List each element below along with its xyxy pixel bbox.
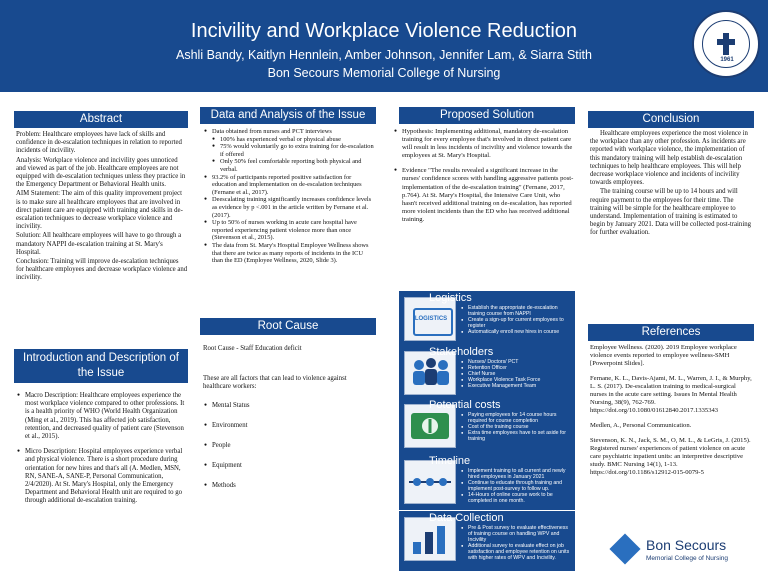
- panel-stakeholders: [399, 345, 575, 401]
- conclusion-para: Healthcare employees experience the most violence in the workplace than any other profession. As incidents are reported with workplace violence, the implementation of this mandatory training will help establish de-escalation techniques to help healthcare employees. This will help decrease workplace violence and incidents of incivility towards employees.: [590, 130, 748, 187]
- panel-item: ● Executive Management Team: [461, 383, 573, 389]
- panel-title: Timeline: [429, 455, 471, 467]
- abstract-analysis: Analysis: Workplace violence and incivility goes unnoticed and viewed as part of the job. Healthcare employees are not equipped with de-escalation techniques unless they practice in the Emergency Department or Behavioral Health units.: [16, 156, 186, 189]
- panel-item: ● 14-Hours of online course work to be completed in one month.: [461, 492, 573, 504]
- panel-item: ● Extra time employees have to set aside for training: [461, 430, 573, 442]
- proposed-body: [393, 128, 575, 224]
- dollar-icon: [405, 405, 455, 447]
- intro-body: [16, 392, 188, 506]
- intro-heading: Introduction and Description of the Issue: [14, 349, 188, 383]
- people-icon: [405, 352, 455, 394]
- proposed-heading: Proposed Solution: [399, 107, 575, 124]
- panel-item: ● Retention Officer: [461, 365, 573, 371]
- intro-micro: ● Micro Description: Hospital employees experience verbal and physical violence. There is a short procedure during orientation for new hires and that's all (A. Medlen, MSN, RN, SANE-A, SANE-P, Personal Communication, 2/4/2020). At St. Mary's Hospital, only the Emergency Department and Behavioral Health unit are required to go through additional de-escalation training.: [16, 448, 188, 505]
- abstract-body: [16, 131, 188, 284]
- panel-item: ● Cost of the training course: [461, 424, 573, 430]
- panel-data-collection: [399, 511, 575, 571]
- bon-secours-logo: [614, 534, 744, 570]
- panel-item: ● Additional survey to evaluate effect on job satisfaction and employee retention on units with higher rates of WPV and Incivility.: [461, 543, 573, 561]
- abstract-problem: Problem: Healthcare employees have lack of skills and confidence in de-escalation techniques in relation to reported incidents of incivility.: [16, 131, 182, 155]
- proposed-evidence: ● Evidence "The results revealed a significant increase in the nurses' confidence scores with handling aggressive patients post-implementation of the de-escalation training" (Fernane, 2017, p.764). At St. Mary's Hospital, the Intensive Care Unit, who hasn't received additional training on de-escalation, has reported more violent incidents than the ED who has received additional training.: [393, 167, 575, 224]
- panel-item: ● Nurses/ Doctors/ PCT: [461, 359, 573, 365]
- panel-item: ● Workplace Violence Task Force: [461, 377, 573, 383]
- root-cause-body: [203, 345, 375, 503]
- seal-ring: [702, 20, 750, 68]
- references-heading: References: [588, 324, 754, 341]
- logo-name: Bon Secours: [646, 537, 727, 553]
- panel-title: Logistics: [429, 292, 472, 304]
- logo-mark-icon: [609, 533, 640, 564]
- root-cause-factor: ● People: [203, 442, 375, 450]
- abstract-conclusion: Conclusion: Training will improve de-escalation techniques for healthcare employees and decrease workplace violence and incivility.: [16, 258, 188, 282]
- analysis-item: ● The data from St. Mary's Hospital Employee Wellness shows that there are twice as many reports of incidents in the ICU than the ED (Employee Wellness, 2020, Slide 3).: [203, 242, 375, 265]
- references-body: [590, 344, 754, 478]
- poster-college: Bon Secours Memorial College of Nursing: [267, 66, 501, 80]
- conclusion-body: [590, 130, 754, 239]
- analysis-item: ● Data obtained from nurses and PCT interviews: [203, 128, 375, 136]
- poster-header: [0, 0, 768, 92]
- root-cause-factor: ● Mental Status: [203, 402, 375, 410]
- analysis-item: ● Up to 50% of nurses working in acute care hospital have reported experiencing patient violence more than once (Stevenson et al., 2015).: [203, 219, 375, 242]
- root-cause-factor: ● Environment: [203, 422, 375, 430]
- timeline-icon: [405, 461, 455, 503]
- logistics-image-text: LOGISTICS: [414, 316, 448, 322]
- reference-item: Employee Wellness. (2020). 2019 Employee workplace violence events reported to employee wellness-SMH [Powerpoint Slides].: [590, 344, 737, 367]
- panel-item: ● Continue to educate through training and implement post-survey to follow up.: [461, 480, 573, 492]
- poster-title: Incivility and Workplace Violence Reduction: [190, 20, 578, 42]
- analysis-subitem: ● 100% has experienced verbal or physical abuse: [203, 136, 375, 144]
- panel-item: ● Establish the appropriate de-escalation training course from NAPPI: [461, 305, 573, 317]
- analysis-item: ● Deescalating training significantly increases confidence levels as evidence by p <.001 in the article written by Fernane et al. (2017).: [203, 196, 375, 219]
- panel-item: ● Pre & Post survey to evaluate effectiveness of training course on handling WPV and Incivility: [461, 525, 573, 543]
- panel-title: Potential costs: [429, 399, 501, 411]
- logo-sub: Memorial College of Nursing: [646, 555, 729, 562]
- abstract-solution: Solution: All healthcare employees will have to go through a mandatory NAPPI de-escalation training at St. Mary's Hospital.: [16, 232, 182, 256]
- panel-list: [461, 468, 573, 505]
- analysis-body: [203, 128, 375, 265]
- proposed-hypothesis: ● Hypothesis: Implementing additional, mandatory de-escalation training for every employee that's involved in direct patient care will result in less incidents of incivility and violence towards the employees at St. Mary's Hospital.: [393, 128, 575, 160]
- reference-item: Medlen, A., Personal Communication.: [590, 422, 692, 429]
- root-cause-heading: Root Cause: [200, 318, 376, 335]
- seal-year: 1961: [720, 57, 734, 63]
- root-cause-factor: ● Equipment: [203, 462, 375, 470]
- panel-title: Data Collection: [429, 512, 504, 524]
- analysis-subitem: ● Only 50% feel comfortable reporting both physical and verbal.: [203, 158, 375, 173]
- analysis-heading: Data and Analysis of the Issue: [200, 107, 376, 124]
- intro-macro: ● Macro Description: Healthcare employees experience the most workplace violence compared to other professions. It is a health priority of WHO (World Health Organization (Ming et al., 2019). This has affected job satisfaction, retention, and decreased quality of patient care (Stevenson et al., 2015).: [16, 392, 188, 441]
- panel-item: ● Implement training to all current and newly hired employees in January 2021: [461, 468, 573, 480]
- panel-list: [461, 412, 573, 442]
- panel-item: ● Automatically enroll new hires in course: [461, 329, 573, 335]
- analysis-subitem: ● 75% would voluntarily go to extra training for de-escalation if offered: [203, 143, 375, 158]
- analysis-item: ● 93.2% of participants reported positive satisfaction for education and implementation on de-escalation techniques (Fernane et al., 2017).: [203, 174, 375, 197]
- conclusion-heading: Conclusion: [588, 111, 754, 128]
- college-seal-icon: [692, 10, 760, 78]
- reference-item: Fernane, K. L., Davis-Ajami, M. L., Warren, J. I., & Murphy, L. S. (2017). De-escalation training to medical-surgical nurses in the acute care setting. Issues In Mental Health Nursing, 38(9), 762-769. https://doi.org/10.1080/01612840.2017.1335343: [590, 375, 752, 414]
- root-cause-factor: ● Methods: [203, 482, 375, 490]
- poster-authors: Ashli Bandy, Kaitlyn Hennlein, Amber Johnson, Jennifer Lam, & Siarra Stith: [176, 48, 592, 62]
- root-cause-statement: Root Cause - Staff Education deficit: [203, 345, 302, 352]
- panel-list: [461, 359, 573, 389]
- abstract-heading: Abstract: [14, 111, 188, 128]
- panel-list: [461, 525, 573, 562]
- panel-item: ● Paying employees for 14 course hours required for course completion: [461, 412, 573, 424]
- panel-list: [461, 305, 573, 335]
- panel-item: ● Chief Nurse: [461, 371, 573, 377]
- abstract-aim: AIM Statement: The aim of this quality improvement project is to make sure all healthcare employees that are involved in direct patient care are equipped with training and skills in de-escalation techniques to decrease workplace violence and incivility.: [16, 190, 183, 231]
- conclusion-para: The training course will be up to 14 hours and will require payment to the employees for their time. The training will be simple for the healthcare employee to understand. Implementation of training is estimated to begin by January 2021. Data will be collected post-training for further evaluation.: [590, 188, 752, 237]
- panel-item: ● Create a sign-up for current employees to register: [461, 317, 573, 329]
- reference-item: Stevenson, K. N., Jack, S. M., O, M. L., & LeGris, J. (2015). Registered nurses' experiences of patient violence on acute care psychiatric inpatient units: an interpretive descriptive study. BMC Nursing 14(1), 1-13. https://doi.org/10.1186/s12912-015-0079-5: [590, 437, 751, 476]
- panel-potential-costs: [399, 398, 575, 454]
- bar-chart-icon: [405, 518, 455, 560]
- panel-timeline: [399, 454, 575, 510]
- panel-title: Stakeholders: [429, 346, 494, 358]
- root-cause-lead: These are all factors that can lead to violence against healthcare workers:: [203, 375, 347, 391]
- seal-cross-bar: [717, 39, 735, 45]
- panel-logistics: [399, 291, 575, 347]
- logistics-badge-icon: [413, 308, 453, 336]
